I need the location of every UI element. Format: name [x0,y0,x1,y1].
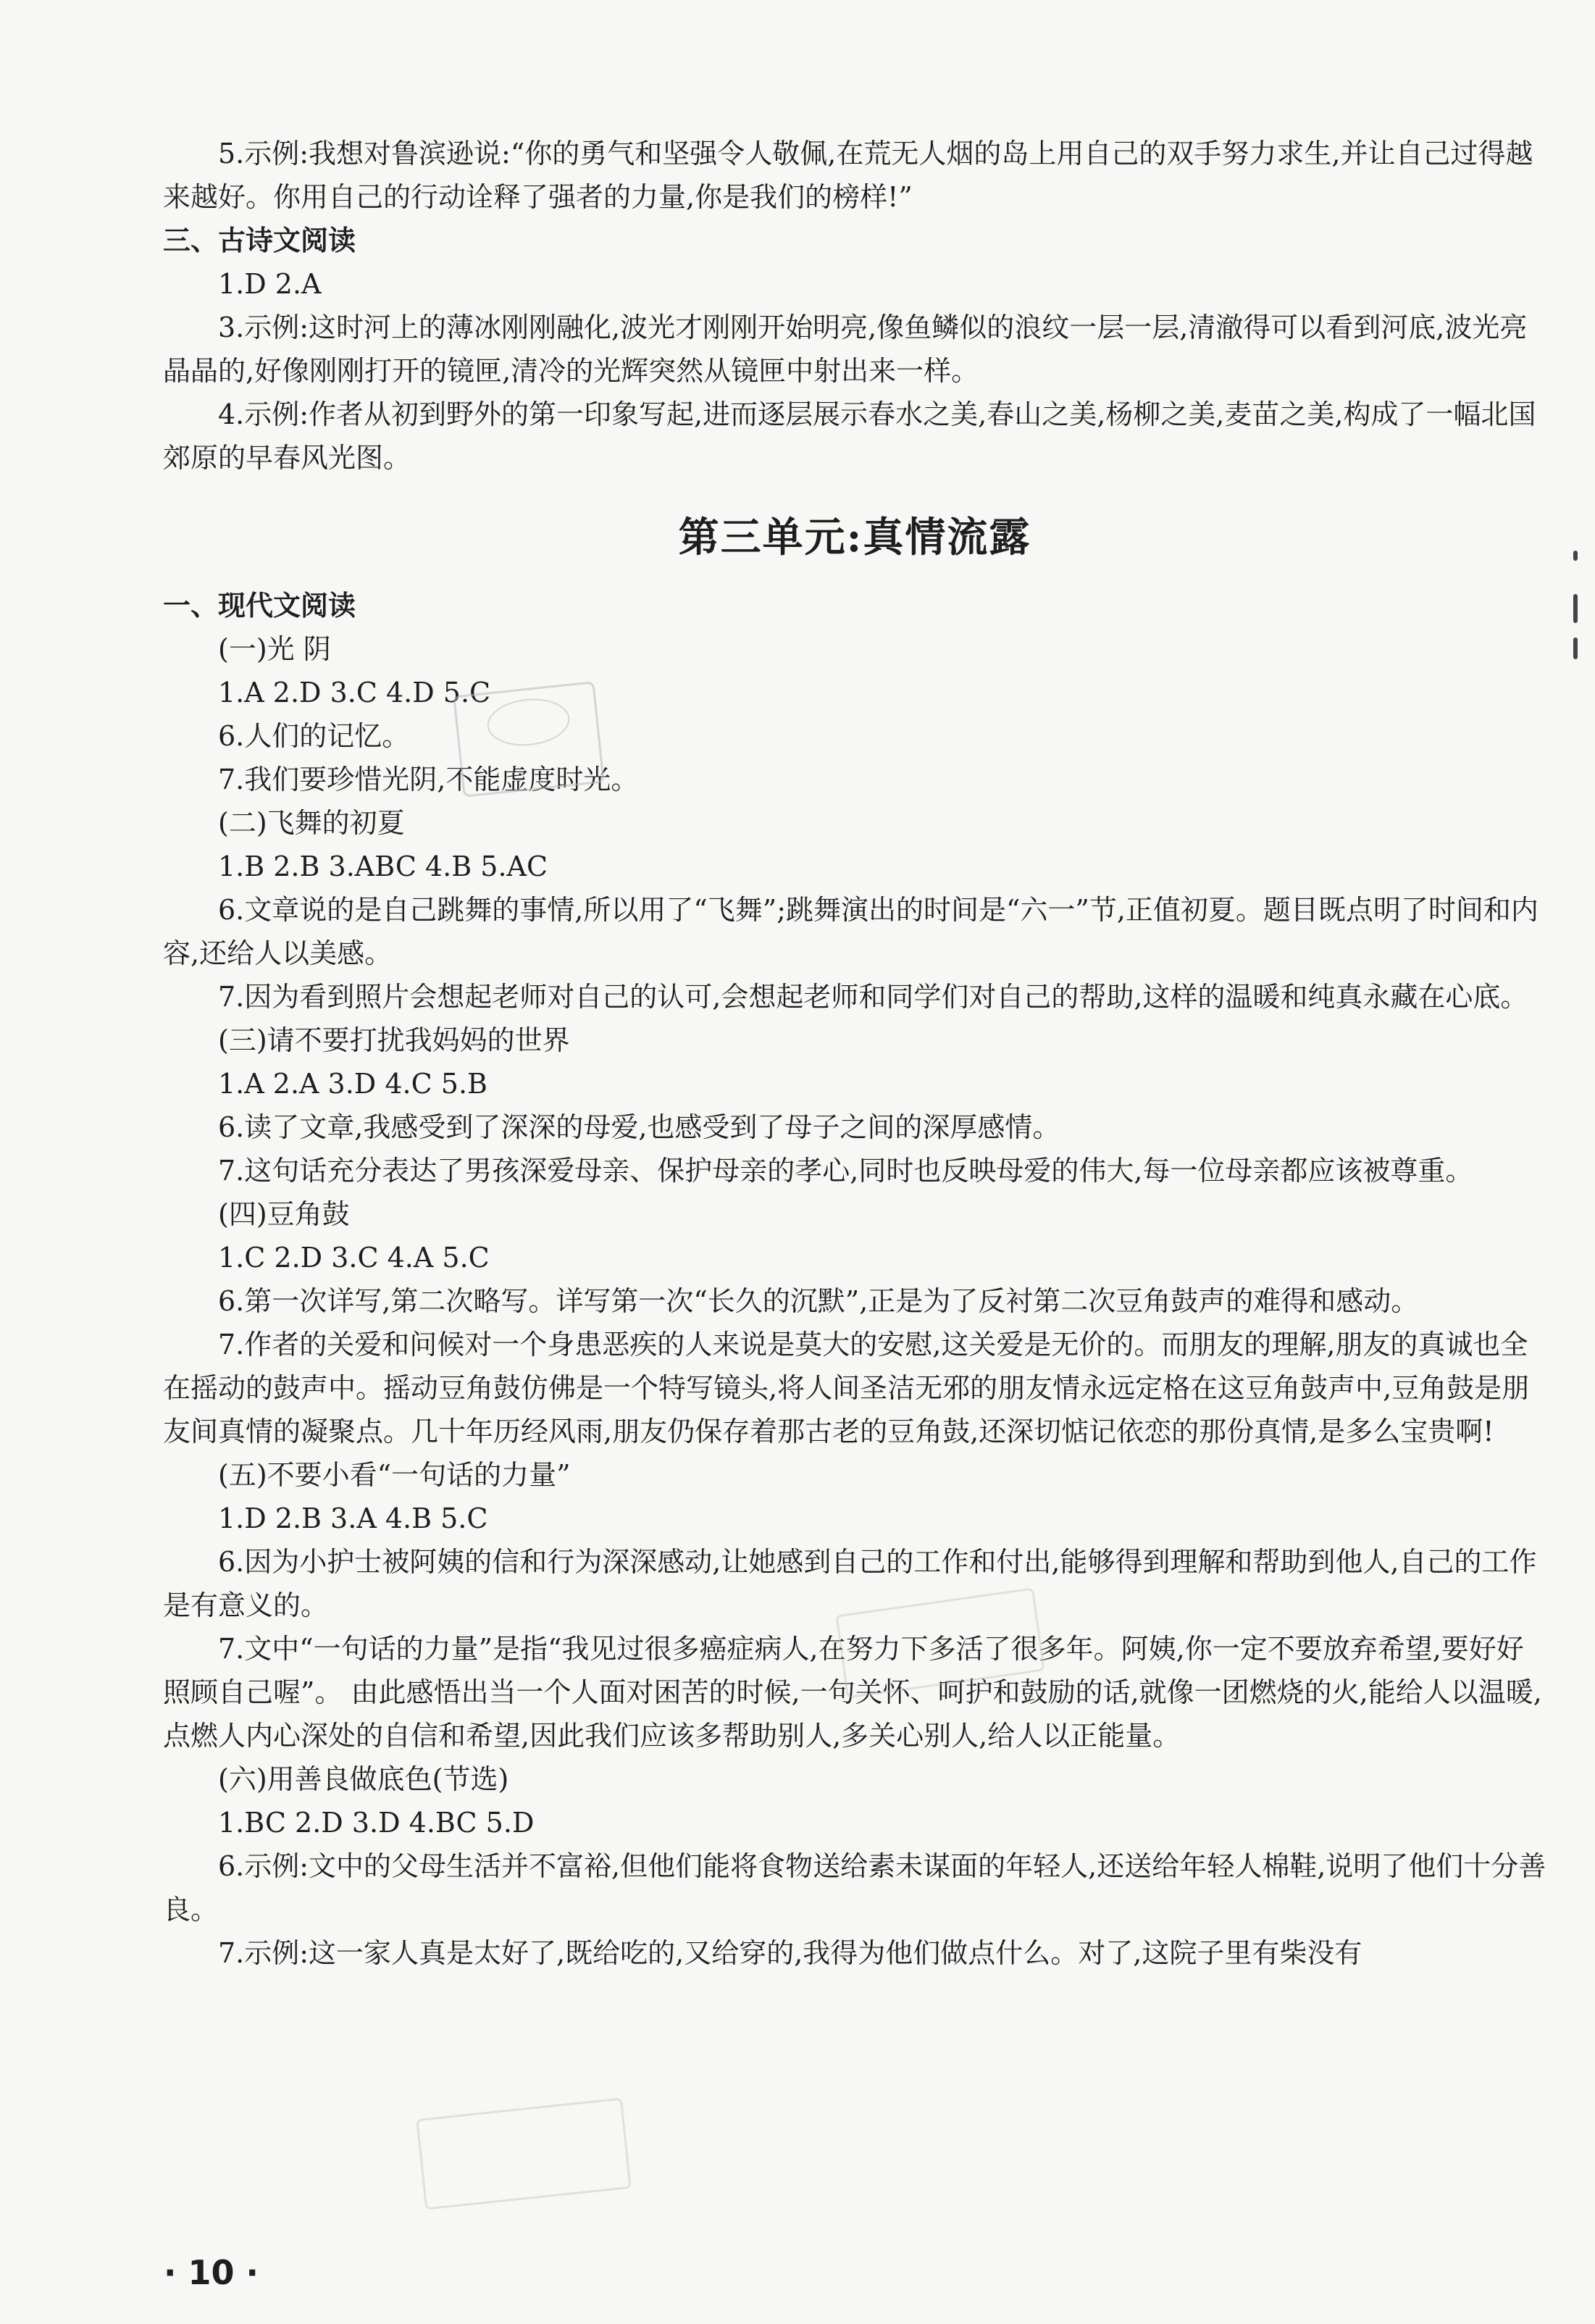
section-heading: 三、古诗文阅读 [163,225,356,256]
paragraph: 7.文中“一句话的力量”是指“我见过很多癌症病人,在努力下多活了很多年。阿姨,你一定不要放弃希望,要好好照顾自己喔”。 由此感悟出当一个人面对困苦的时候,一句关怀、呵护和鼓励的话,就像一团燃烧的火,能给人以温暖,点燃人内心深处的自信和希望,因此我们应该多帮助别人,多关心别人,给人以正能量。 [163,1633,1542,1752]
passage-title: (四)豆角鼓 [218,1198,350,1230]
page-content [163,132,1546,1975]
section-heading: 一、现代文阅读 [163,590,356,622]
paragraph: 6.读了文章,我感受到了深深的母爱,也感受到了母子之间的深厚感情。 [218,1111,1060,1143]
answer-line: 1.D 2.B 3.A 4.B 5.C [218,1502,488,1534]
scan-edge-mark [1573,594,1578,623]
paragraph: 6.示例:文中的父母生活并不富裕,但他们能将食物送给素未谋面的年轻人,还送给年轻人棉鞋,说明了他们十分善良。 [163,1850,1546,1926]
scan-edge-mark [1573,551,1578,561]
passage-title: (二)飞舞的初夏 [218,807,405,839]
paragraph: 7.这句话充分表达了男孩深爱母亲、保护母亲的孝心,同时也反映母爱的伟大,每一位母亲都应该被尊重。 [218,1155,1473,1187]
paragraph: 3.示例:这时河上的薄冰刚刚融化,波光才刚刚开始明亮,像鱼鳞似的浪纹一层一层,清澈得可以看到河底,波光亮晶晶的,好像刚刚打开的镜匣,清冷的光辉突然从镜匣中射出来一样。 [163,312,1528,387]
passage-title: (三)请不要打扰我妈妈的世界 [218,1024,570,1056]
paragraph: 4.示例:作者从初到野外的第一印象写起,进而逐层展示春水之美,春山之美,杨柳之美,麦苗之美,构成了一幅北国郊原的早春风光图。 [163,398,1536,474]
paragraph: 6.人们的记忆。 [218,720,410,752]
passage-title: (六)用善良做底色(节选) [218,1763,509,1795]
paragraph: 6.文章说的是自己跳舞的事情,所以用了“飞舞”;跳舞演出的时间是“六一”节,正值初夏。题目既点明了时间和内容,还给人以美感。 [163,894,1539,969]
paragraph: 6.第一次详写,第二次略写。详写第一次“长久的沉默”,正是为了反衬第二次豆角鼓声的难得和感动。 [218,1285,1419,1317]
passage-title: (五)不要小看“一句话的力量” [218,1459,571,1491]
answer-line: 1.D 2.A [218,268,322,300]
answer-line: 1.A 2.D 3.C 4.D 5.C [218,677,491,709]
answer-line: 1.B 2.B 3.ABC 4.B 5.AC [218,850,548,882]
watermark-stamp [453,681,605,798]
paragraph: 7.我们要珍惜光阴,不能虚度时光。 [218,764,639,795]
answer-line: 1.C 2.D 3.C 4.A 5.C [218,1242,490,1274]
scan-edge-mark [1573,638,1578,659]
watermark-stamp [416,2097,632,2210]
paragraph: 7.因为看到照片会想起老师对自己的认可,会想起老师和同学们对自己的帮助,这样的温暖和纯真永藏在心底。 [218,981,1528,1013]
passage-title: (一)光 阴 [218,633,331,665]
paragraph: 7.示例:这一家人真是太好了,既给吃的,又给穿的,我得为他们做点什么。对了,这院子里有柴没有 [218,1937,1362,1969]
answer-line: 1.A 2.A 3.D 4.C 5.B [218,1068,487,1100]
unit-title: 第三单元:真情流露 [678,514,1031,561]
answer-line: 1.BC 2.D 3.D 4.BC 5.D [218,1807,535,1839]
page-number: · 10 · [164,2253,259,2292]
paragraph: 7.作者的关爱和问候对一个身患恶疾的人来说是莫大的安慰,这关爱是无价的。而朋友的理解,朋友的真诚也全在摇动的鼓声中。摇动豆角鼓仿佛是一个特写镜头,将人间圣洁无邪的朋友情永远定格在这豆角鼓声中,豆角鼓是朋友间真情的凝聚点。几十年历经风雨,朋友仍保存着那古老的豆角鼓,还深切惦记依恋的那份真情,是多么宝贵啊! [163,1329,1530,1447]
paragraph: 6.因为小护士被阿姨的信和行为深深感动,让她感到自己的工作和付出,能够得到理解和帮助到他人,自己的工作是有意义的。 [163,1546,1537,1621]
paragraph: 5.示例:我想对鲁滨逊说:“你的勇气和坚强令人敬佩,在荒无人烟的岛上用自己的双手努力求生,并让自己过得越来越好。你用自己的行动诠释了强者的力量,你是我们的榜样!” [163,138,1533,213]
